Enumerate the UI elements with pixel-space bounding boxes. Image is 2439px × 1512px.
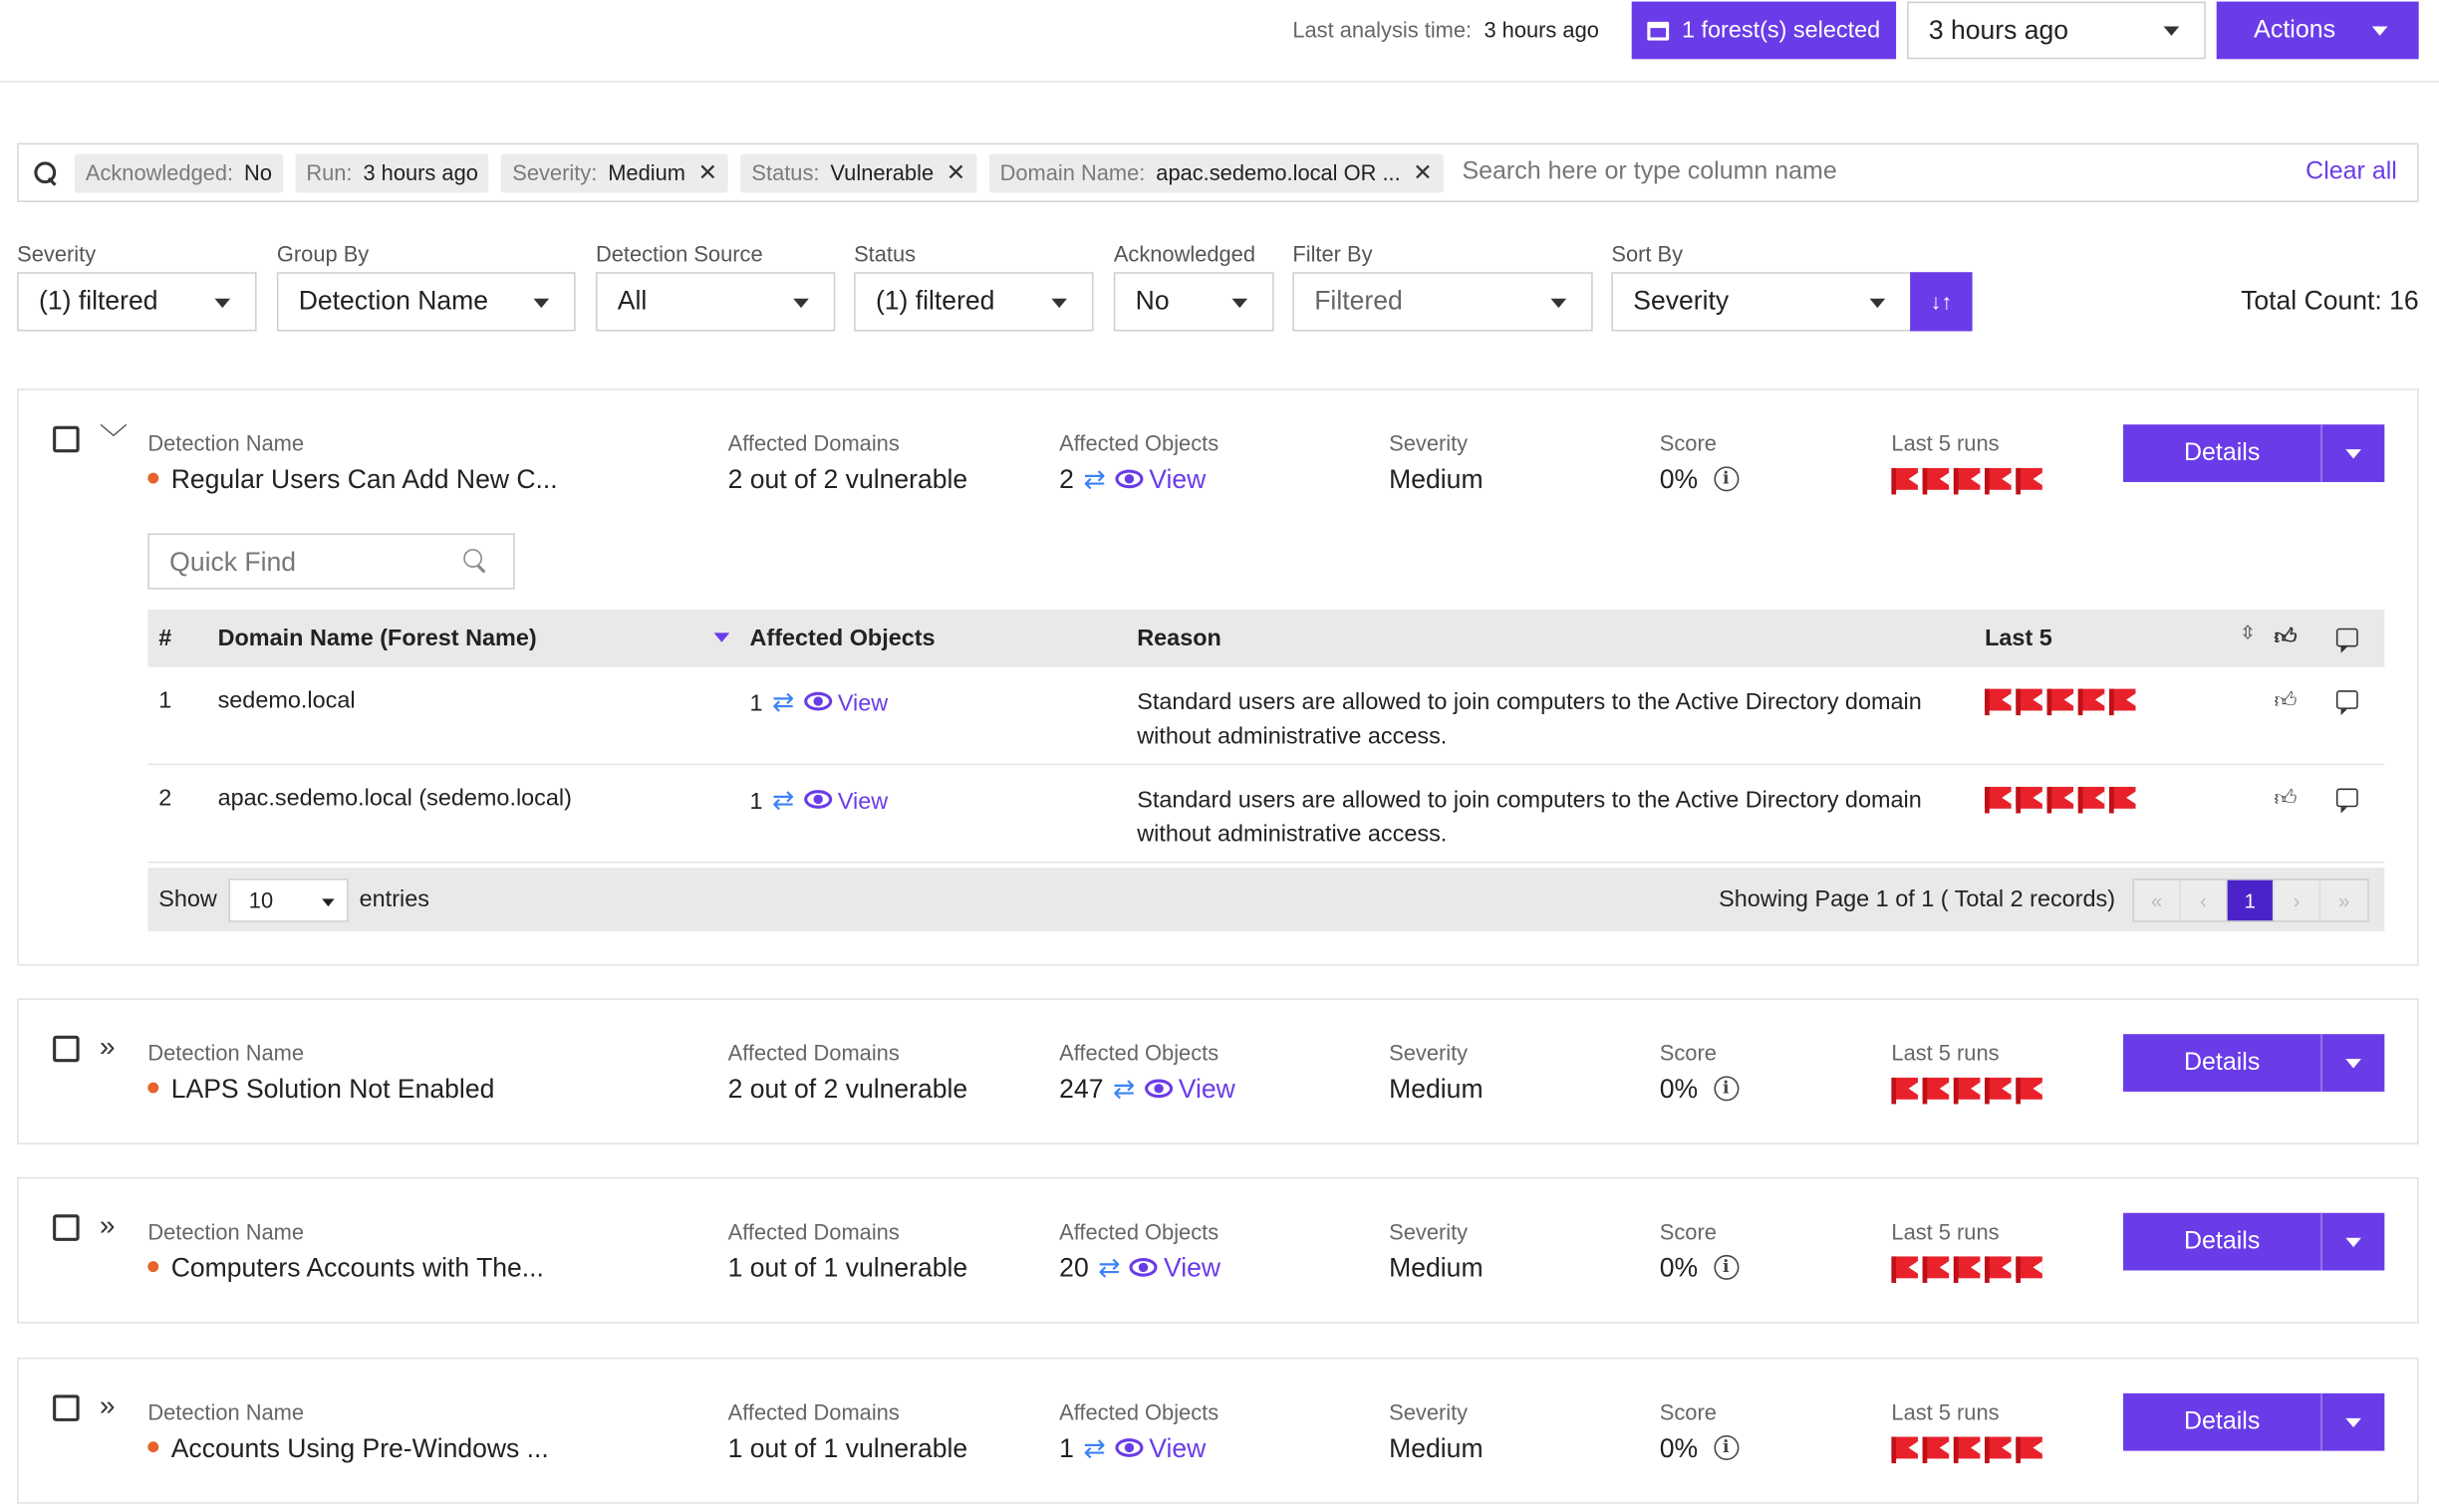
detection-name-text: Regular Users Can Add New C... [170,464,558,495]
chip-domain-name[interactable] [989,153,1444,192]
acknowledged-select[interactable] [1114,272,1274,331]
score-value [1660,1075,1739,1106]
severity-value: Medium [1389,1074,1484,1105]
swap-icon[interactable]: ⇄ [1112,1074,1136,1105]
reason-line: without administrative access. [1137,722,1448,750]
detection-name-label: Detection Name [147,1399,305,1425]
swap-icon[interactable]: ⇄ [771,687,795,717]
select-value: No [1135,286,1170,316]
select-value: (1) filtered [875,286,995,316]
detection-name-label: Detection Name [147,1218,305,1244]
severity-label: Severity [1389,1040,1469,1066]
eye-icon [1115,469,1143,488]
detection-name-value[interactable] [147,1075,494,1106]
filter-label-severity: Severity [17,240,97,266]
row-objects [749,785,888,816]
actions-label: Actions [2254,16,2336,43]
select-value: Severity [1633,286,1730,316]
last-runs-flags [1891,468,2041,490]
score-label: Score [1659,1399,1717,1425]
filter-label-sort-by: Sort By [1611,240,1684,266]
flag-icon [1923,1437,1950,1459]
last-runs-label: Last 5 runs [1891,1399,2000,1425]
first-page-button[interactable]: « [2134,881,2181,921]
row-domain: sedemo.local [217,687,356,714]
detection-source-select[interactable] [596,272,835,331]
flag-icon [2016,787,2042,809]
header-num: # [158,625,172,652]
eye-icon [1115,1437,1143,1456]
flag-icon [1985,468,2012,490]
chip-key: Domain Name: [999,159,1146,185]
view-link[interactable]: View [1149,464,1207,495]
table-row [147,667,2384,765]
subtable-header [147,610,2384,667]
detection-card [17,388,2418,965]
flag-icon [1985,787,2012,809]
details-label[interactable]: Details [2123,424,2322,482]
last-runs-label: Last 5 runs [1891,1218,2000,1244]
affected-domains-label: Affected Domains [727,1040,900,1066]
prev-page-button[interactable]: ‹ [2181,881,2228,921]
affected-domains-value: 2 out of 2 vulnerable [727,464,968,495]
paging-status: Showing Page 1 of 1 ( Total 2 records) [1719,885,2116,913]
subtable-footer [147,868,2384,931]
row-checkbox[interactable] [53,1036,80,1063]
filter-chip-bar [17,143,2418,202]
flag-icon [1954,1078,1981,1100]
chip-run[interactable] [295,153,488,192]
time-select-value: 3 hours ago [1928,15,2069,46]
chip-key: Status: [751,159,820,185]
clear-all-link[interactable]: Clear all [2305,158,2397,185]
sort-order-button[interactable] [1910,272,1972,331]
filter-label-detection-source: Detection Source [595,240,763,266]
severity-label: Severity [1389,430,1469,456]
analysis-label: Last analysis time: [1292,17,1473,43]
flag-icon [2016,689,2042,711]
score-value [1660,465,1739,496]
details-button[interactable] [2123,1034,2384,1092]
chip-acknowledged[interactable] [75,153,283,192]
objects-count: 1 [1059,1433,1074,1464]
detection-name-value[interactable] [147,1433,548,1464]
caret-down-icon [1231,299,1247,308]
last-page-button[interactable]: » [2338,888,2350,912]
flag-icon [1891,1437,1918,1459]
reason-line: without administrative access. [1137,821,1448,848]
header-objects[interactable]: Affected Objects [749,625,936,652]
info-icon[interactable]: i [1714,466,1739,491]
row-checkbox[interactable] [53,1394,80,1421]
flag-icon [1954,1437,1981,1459]
row-last5-flags [1985,787,2135,809]
forest-select-button[interactable] [1632,2,1896,60]
collapse-chevron-icon[interactable]: ﹀ [99,422,129,454]
select-value: Filtered [1314,286,1403,316]
caret-down-icon [214,299,230,308]
calendar-icon [1648,21,1670,40]
row-checkbox[interactable] [53,426,80,453]
detection-name-label: Detection Name [147,1040,305,1066]
select-value: (1) filtered [39,286,158,316]
flag-icon [1954,1256,1981,1278]
score-label: Score [1659,1040,1717,1066]
chip-value: 3 hours ago [363,159,478,185]
affected-objects-label: Affected Objects [1059,1399,1220,1425]
severity-dot-icon [147,1261,158,1272]
affected-domains-value: 1 out of 1 vulnerable [727,1433,968,1464]
search-icon [34,161,57,184]
severity-dot-icon [147,1083,158,1094]
chip-value: No [244,159,272,185]
flag-icon [1923,1078,1950,1100]
row-reason [1137,685,1922,754]
table-row [147,765,2384,863]
detection-card [17,1358,2418,1504]
comment-icon[interactable] [2336,629,2358,647]
detection-name-text: LAPS Solution Not Enabled [170,1074,495,1105]
flag-icon [1891,1078,1918,1100]
view-link[interactable]: View [1178,1074,1235,1105]
flag-icon [1891,468,1918,490]
row-reason [1137,784,1922,853]
view-link[interactable]: View [1149,1433,1207,1464]
expand-chevron-icon[interactable]: » [99,1389,116,1421]
detection-card [17,998,2418,1144]
header-last5[interactable]: Last 5 [1985,625,2052,652]
last-analysis [1292,17,1599,42]
filter-label-status: Status [854,240,917,266]
total-count: Total Count: 16 [2241,286,2419,316]
filter-by-select[interactable] [1292,272,1592,331]
swap-icon[interactable]: ⇄ [1098,1253,1121,1283]
severity-label: Severity [1389,1218,1469,1244]
flag-icon [2078,689,2105,711]
caret-down-icon [2373,26,2389,35]
analysis-value: 3 hours ago [1484,17,1599,43]
affected-domains-label: Affected Domains [727,430,900,456]
flag-icon [1923,1256,1950,1278]
score-value [1660,1433,1739,1464]
flag-icon [1985,1437,2012,1459]
time-select[interactable] [1907,2,2206,60]
severity-value: Medium [1389,464,1484,495]
caret-down-icon [793,299,809,308]
caret-down-icon [2345,1058,2361,1067]
severity-value: Medium [1389,1253,1484,1283]
thumbs-up-icon[interactable]: 👍︎ [2274,687,2298,713]
comment-icon[interactable] [2336,789,2358,808]
detection-name-text: Computers Accounts with The... [170,1253,544,1283]
details-dropdown[interactable] [2322,424,2384,482]
details-dropdown[interactable] [2322,1393,2384,1451]
view-link[interactable]: View [1164,1253,1221,1283]
filter-label-group-by: Group By [276,240,370,266]
caret-down-icon [2345,1237,2361,1246]
score-value [1660,1253,1739,1284]
status-select[interactable] [854,272,1093,331]
detection-name-text: Accounts Using Pre-Windows ... [170,1433,549,1464]
score-text: 0% [1659,1433,1699,1464]
score-text: 0% [1659,1074,1699,1105]
caret-down-icon [2164,27,2180,36]
sort-by-select[interactable] [1611,272,1911,331]
detection-card [17,1177,2418,1324]
flag-icon [1923,468,1950,490]
thumbs-up-icon[interactable]: 👍︎ [2274,785,2298,811]
close-icon[interactable]: ✕ [1413,159,1433,187]
details-button[interactable] [2123,1393,2384,1451]
severity-dot-icon [147,473,158,484]
eye-icon [804,790,832,809]
flag-icon [2047,689,2074,711]
severity-select[interactable] [17,272,256,331]
objects-count: 20 [1059,1253,1089,1283]
caret-down-icon [2345,448,2361,457]
group-by-select[interactable] [277,272,576,331]
details-label[interactable]: Details [2123,1034,2322,1092]
filter-label-acknowledged: Acknowledged [1113,240,1255,266]
affected-objects-value [1059,465,1206,496]
details-label[interactable]: Details [2123,1213,2322,1271]
objects-count: 1 [749,788,763,816]
caret-down-icon [2345,1417,2361,1426]
view-link[interactable]: View [837,788,889,816]
caret-down-icon [1870,299,1886,308]
details-dropdown[interactable] [2322,1213,2384,1271]
chip-value: Medium [608,159,685,185]
expand-chevron-icon[interactable]: » [99,1031,116,1063]
flag-icon [1985,1078,2012,1100]
chip-value: apac.sedemo.local OR ... [1156,159,1401,185]
close-icon[interactable]: ✕ [946,159,966,187]
comment-icon[interactable] [2336,690,2358,709]
detection-name-value[interactable] [147,465,557,496]
search-input[interactable]: Search here or type column name [1462,158,1837,185]
flag-icon [2109,787,2136,809]
eye-icon [1130,1257,1158,1276]
top-bar [0,0,2439,83]
sort-direction-icon: ↓↑ [1930,289,1953,315]
eye-icon [1144,1079,1172,1098]
affected-domains-value: 1 out of 1 vulnerable [727,1253,968,1283]
flag-icon [2047,787,2074,809]
sort-icon[interactable]: ⇳ [2240,622,2256,644]
affected-objects-label: Affected Objects [1059,430,1220,456]
last-runs-label: Last 5 runs [1891,1040,2000,1066]
entries-value: 10 [248,887,274,913]
caret-down-icon [533,299,549,308]
last-runs-flags [1891,1078,2041,1100]
flag-icon [1985,1256,2012,1278]
details-button[interactable] [2123,1213,2384,1271]
objects-count: 2 [1059,464,1074,495]
swap-icon[interactable]: ⇄ [1083,1433,1106,1464]
chip-value: Vulnerable [830,159,935,185]
select-value: All [617,286,648,316]
flag-icon [1954,468,1981,490]
flag-icon [2109,689,2136,711]
search-icon [463,549,486,572]
header-domain[interactable]: Domain Name (Forest Name) [217,625,537,652]
details-label[interactable]: Details [2123,1393,2322,1451]
reason-line: Standard users are allowed to join computers to the Active Directory domain [1137,786,1922,814]
close-icon[interactable]: ✕ [697,159,718,187]
flag-icon [2078,787,2105,809]
actions-button[interactable] [2217,2,2419,60]
caret-down-icon [1051,299,1067,308]
affected-objects-value [1059,1433,1206,1464]
entries-label: entries [359,885,429,913]
info-icon[interactable]: i [1714,1076,1739,1101]
reason-line: Standard users are allowed to join computers to the Active Directory domain [1137,688,1922,716]
quick-find-placeholder: Quick Find [169,547,297,578]
details-button[interactable] [2123,424,2384,482]
details-dropdown[interactable] [2322,1034,2384,1092]
expand-chevron-icon[interactable]: » [99,1209,116,1241]
row-objects [749,687,888,718]
severity-value: Medium [1389,1433,1484,1464]
last-runs-flags [1891,1437,2041,1459]
affected-objects-label: Affected Objects [1059,1040,1220,1066]
swap-icon[interactable]: ⇄ [1083,464,1106,495]
entries-select[interactable] [228,879,348,922]
last-runs-label: Last 5 runs [1891,430,2000,456]
next-page-button[interactable]: › [2274,881,2320,921]
swap-icon[interactable]: ⇄ [771,785,795,816]
pagination [2132,879,2368,922]
flag-icon [2016,1437,2042,1459]
forest-button-label: 1 forest(s) selected [1681,17,1881,44]
row-checkbox[interactable] [53,1214,80,1241]
row-num: 2 [158,785,172,812]
flag-icon [2016,1078,2042,1100]
flag-icon [2016,468,2042,490]
affected-objects-value [1059,1253,1220,1284]
affected-domains-label: Affected Domains [727,1399,900,1425]
score-label: Score [1659,430,1717,456]
row-domain: apac.sedemo.local (sedemo.local) [217,785,572,812]
affected-objects-label: Affected Objects [1059,1218,1220,1244]
last-runs-flags [1891,1256,2041,1278]
chip-key: Severity: [512,159,598,185]
chip-key: Run: [306,159,353,185]
flag-icon [2016,1256,2042,1278]
sort-desc-icon[interactable] [714,632,730,641]
severity-label: Severity [1389,1399,1469,1425]
row-last5-flags [1985,689,2135,711]
info-icon[interactable]: i [1714,1254,1739,1279]
chip-status[interactable] [740,153,976,192]
show-label: Show [158,885,217,913]
affected-domains-value: 2 out of 2 vulnerable [727,1074,968,1105]
detection-name-value[interactable] [147,1253,544,1284]
severity-dot-icon [147,1441,158,1452]
select-value: Detection Name [298,286,489,316]
detection-name-label: Detection Name [147,430,305,456]
eye-icon [804,692,832,711]
row-num: 1 [158,687,172,714]
info-icon[interactable]: i [1714,1434,1739,1459]
objects-count: 1 [749,690,763,717]
flag-icon [1891,1256,1918,1278]
score-label: Score [1659,1218,1717,1244]
caret-down-icon [322,898,334,906]
score-text: 0% [1659,464,1699,495]
affected-objects-value [1059,1075,1235,1106]
chip-severity[interactable] [501,153,728,192]
flag-icon [1985,689,2012,711]
objects-count: 247 [1059,1074,1104,1105]
caret-down-icon [1551,299,1567,308]
view-link[interactable]: View [837,690,889,717]
chip-key: Acknowledged: [85,159,234,185]
thumbs-up-icon[interactable]: 👍︎ [2274,624,2298,649]
filter-label-filter-by: Filter By [1292,240,1373,266]
page-button[interactable]: 1 [2228,881,2275,921]
score-text: 0% [1659,1253,1699,1283]
header-reason[interactable]: Reason [1137,625,1221,652]
affected-domains-label: Affected Domains [727,1218,900,1244]
quick-find-input[interactable] [147,533,514,589]
